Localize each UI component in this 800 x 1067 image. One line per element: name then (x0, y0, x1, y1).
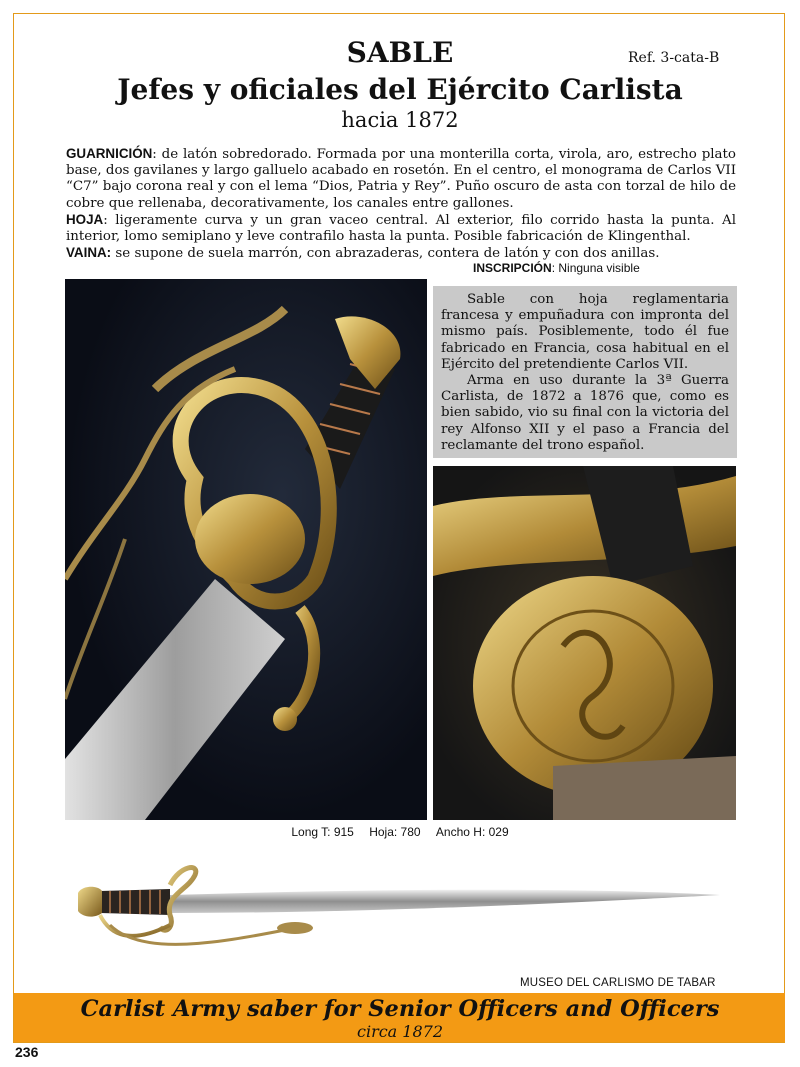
hoja-label: HOJA (66, 211, 104, 227)
vaina-paragraph (66, 245, 736, 262)
dimensions-line (0, 825, 800, 839)
page-number: 236 (15, 1044, 39, 1060)
dimension-blade: Hoja: 780 (369, 825, 421, 839)
description-block (66, 146, 736, 262)
note-paragraph-2: Arma en uso durante la 3ª Guerra Carlista, de 1872 a 1876 que, como es bien sabido, vio su final con la victoria del rey Alfonso XII y el paso a Francia del reclamante del trono español. (441, 373, 729, 453)
guard-detail-illustration (433, 466, 736, 820)
english-title: Carlist Army saber for Senior Officers and Officers (80, 996, 720, 1022)
page-date: hacia 1872 (341, 108, 459, 132)
english-date: circa 1872 (356, 1022, 444, 1041)
vaina-label: VAINA: (66, 245, 112, 261)
historical-note (433, 286, 737, 458)
hilt-photo (65, 279, 427, 820)
guarnicion-paragraph (66, 146, 736, 212)
dimension-length: Long T: 915 (291, 825, 354, 839)
page-title: SABLE (346, 36, 454, 69)
dimension-width: Ancho H: 029 (435, 825, 509, 839)
inscripcion-label: INSCRIPCIÓN (473, 261, 552, 275)
museum-credit: MUSEO DEL CARLISMO DE TABAR (520, 977, 716, 989)
hoja-paragraph (66, 212, 736, 245)
guard-detail-photo (433, 466, 736, 820)
hoja-text: : ligeramente curva y un gran vaceo central. Al exterior, filo corrido hasta la punta. Al interior, lomo semiplano y leve contrafilo hasta la punta. Posible fabricación de Klingenthal. (66, 212, 736, 245)
guarnicion-label: GUARNICIÓN (66, 146, 153, 161)
page-subtitle: Jefes y oficiales del Ejército Carlista (117, 73, 683, 106)
guarnicion-text: : de latón sobredorado. Formada por una monterilla corta, virola, aro, estrecho plato base, dos gavilanes y largo galluelo acabado en rosetón. En el centro, el monograma de Carlos VII “C7” bajo corona real y con el lema “Dios, Patria y Rey”. Puño oscuro de asta con torzal de hilo de cobre que rellenaba, decorativamente, los canales entre gallones. (66, 147, 736, 211)
note-paragraph-1: Sable con hoja reglamentaria francesa y empuñadura con impronta del mismo país. Posiblemente, todo él fue fabricado en Francia, cosa habitual en el Ejército del pretendiente Carlos VII. (441, 292, 729, 372)
inscription-line (473, 261, 640, 275)
full-saber-illustration (70, 855, 730, 965)
vaina-text: se supone de suela marrón, con abrazaderas, contera de latón y con dos anillas. (111, 246, 660, 262)
hilt-photo-illustration (65, 279, 427, 820)
reference-code: Ref. 3-cata-B (628, 50, 720, 66)
inscripcion-text: : Ninguna visible (551, 261, 640, 275)
full-saber-photo (70, 855, 730, 965)
